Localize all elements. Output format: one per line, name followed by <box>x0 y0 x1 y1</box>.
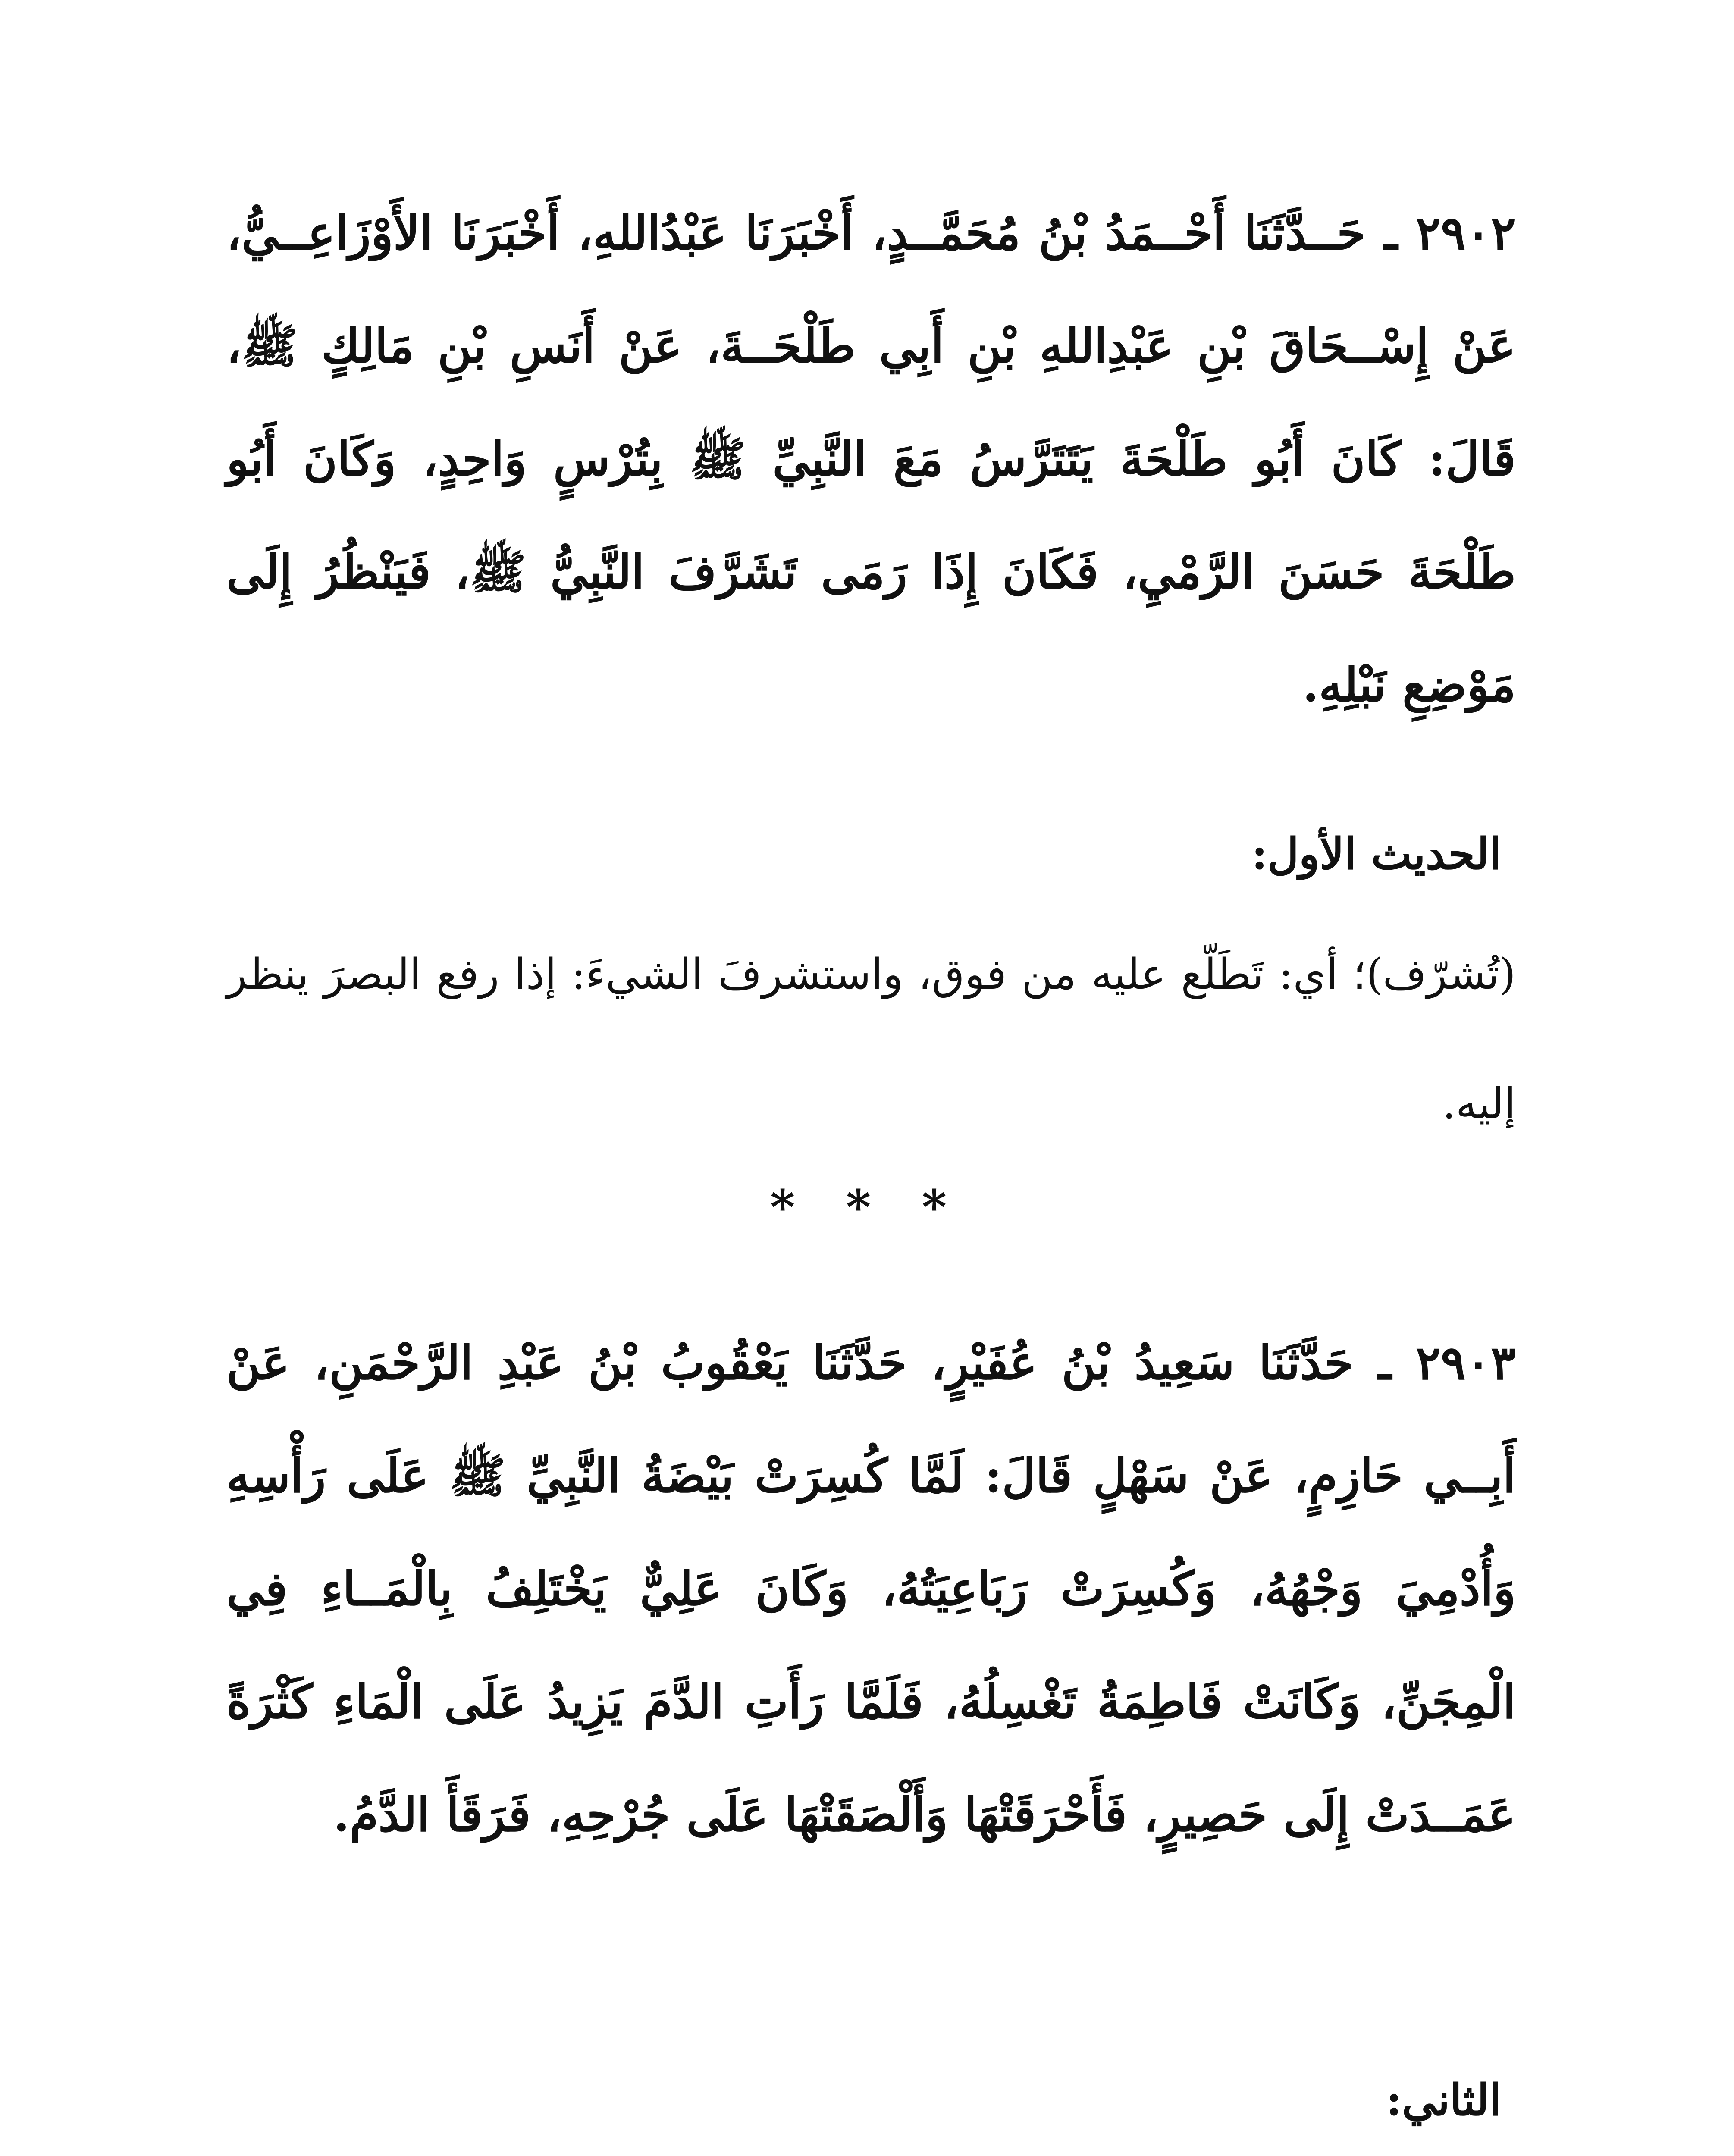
section-heading-first: الحديث الأول: <box>1251 828 1501 879</box>
commentary-first: (تُشرّف)؛ أي: تَطَلّع عليه من فوق، واستشرفَ الشيءَ: إذا رفع البصرَ ينظر إليه. <box>226 950 1516 1128</box>
section-separator: * * * <box>770 1179 964 1235</box>
hadith-2903-text: ٢٩٠٣ ـ حَدَّثَنَا سَعِيدُ بْنُ عُفَيْرٍ، حَدَّثَنَا يَعْقُوبُ بْنُ عَبْدِ الرَّحْمَنِ، عَنْ أَبِــي حَازِمٍ، عَنْ سَهْلٍ قَالَ: لَمَّا كُسِرَتْ بَيْضَةُ النَّبِيِّ ﷺ عَلَى رَأْسِهِ وَأُدْمِيَ وَجْهُهُ، وَكُسِرَتْ رَبَاعِيَتُهُ، وَكَانَ عَلِيٌّ يَخْتَلِفُ بِالْمَــاءِ فِي الْمِجَنِّ، وَكَانَتْ فَاطِمَةُ تَغْسِلُهُ، فَلَمَّا رَأَتِ الدَّمَ يَزِيدُ عَلَى الْمَاءِ كَثْرَةً عَمَــدَتْ إِلَى حَصِيرٍ، فَأَحْرَقَتْهَا وَأَلْصَقَتْهَا عَلَى جُرْحِهِ، فَرَقَأَ الدَّمُ. <box>226 1336 1516 1842</box>
section-heading-second: الثاني: <box>1386 2075 1501 2125</box>
hadith-2902-text: ٢٩٠٢ ـ حَــدَّثَنَا أَحْــمَدُ بْنُ مُحَمَّــدٍ، أَخْبَرَنَا عَبْدُاللهِ، أَخْبَرَنَا الأَوْزَاعِــيُّ، عَنْ إِسْــحَاقَ بْنِ عَبْدِاللهِ بْنِ أَبِي طَلْحَــةَ، عَنْ أَنَسِ بْنِ مَالِكٍ ﷺ، قَالَ: كَانَ أَبُو طَلْحَةَ يَتَتَرَّسُ مَعَ النَّبِيِّ ﷺ بِتُرْسٍ وَاحِدٍ، وَكَانَ أَبُو طَلْحَةَ حَسَنَ الرَّمْيِ، فَكَانَ إِذَا رَمَى تَشَرَّفَ النَّبِيُّ ﷺ، فَيَنْظُرُ إِلَى مَوْضِعِ نَبْلِهِ. <box>226 206 1516 712</box>
